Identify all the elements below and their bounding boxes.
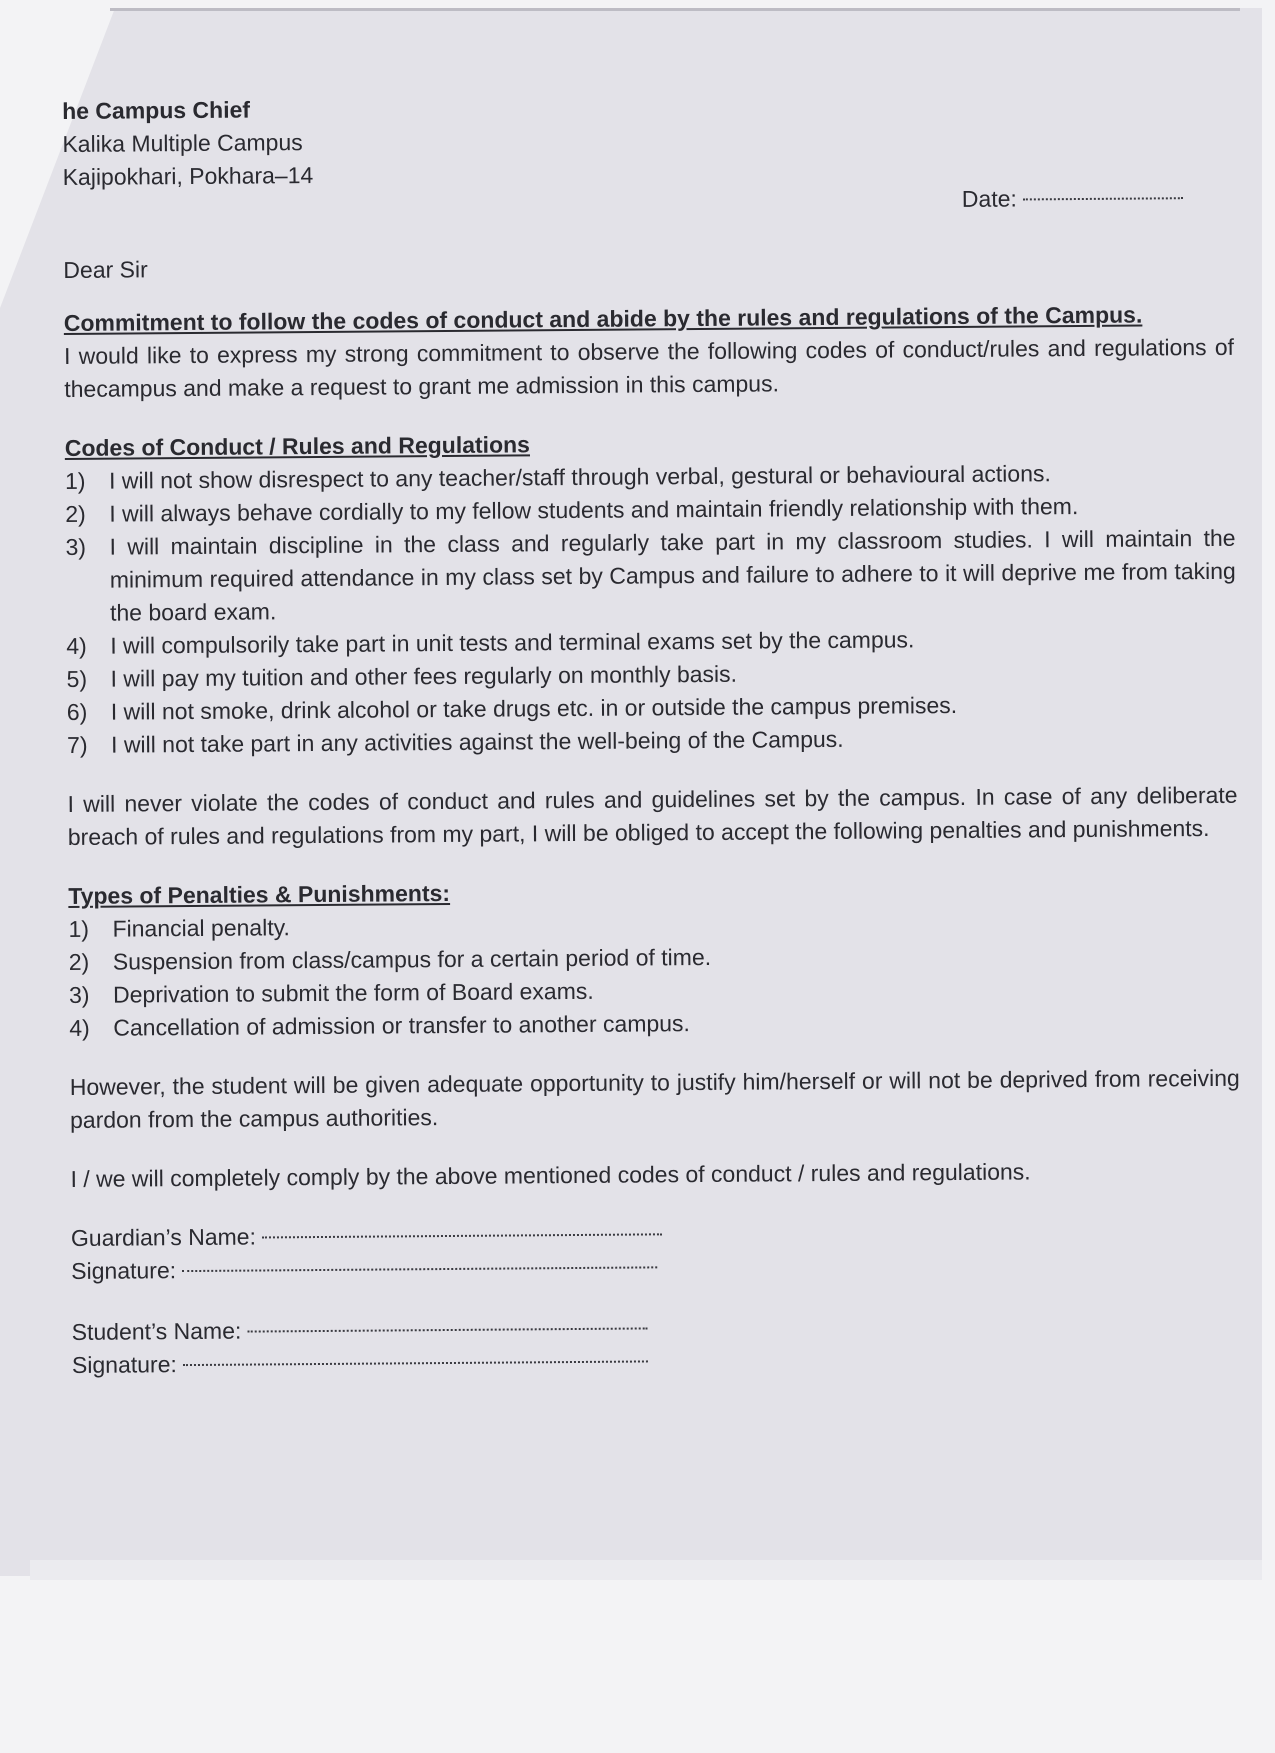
subject-heading: Commitment to follow the codes of conduct and abide by the rules and regulations of the Campus. (63, 301, 1143, 336)
date-field (962, 181, 1183, 216)
codes-section (65, 423, 1238, 762)
intro-paragraph: I would like to express my strong commitment to observe the following codes of conduct/rules and regulations of thecampus and make a request to grant me admission in this campus. (63, 333, 1235, 402)
codes-list (65, 456, 1237, 762)
page-top-edge (110, 8, 1240, 11)
student-name-label: Student’s Name: (71, 1317, 242, 1345)
violation-paragraph: I will never violate the codes of conduct and rules and guidelines set by the campus. In case of any deliberate breach of rules and regulations from my part, I will be obliged to accept the following penalties and punishments. (67, 781, 1238, 850)
penalties-list (68, 904, 1239, 1045)
guardian-signature-label: Signature: (71, 1257, 177, 1284)
recipient-address: Kajipokhari, Pokhara–14 (62, 162, 314, 190)
list-item: 6) I will not smoke, drink alcohol or take drugs etc. in or outside the campus premises. (66, 691, 958, 725)
list-item: 7) I will not take part in any activities against the well-being of the Campus. (67, 725, 844, 758)
codes-heading: Codes of Conduct / Rules and Regulations (64, 431, 531, 461)
student-signature-block (72, 1307, 1242, 1382)
student-signature-label: Signature: (71, 1351, 177, 1378)
guardian-signature-blank (182, 1266, 657, 1272)
penalties-section (68, 871, 1239, 1045)
list-item: 1) I will not show disrespect to any teacher/staff through verbal, gestural or behavioural actions. (64, 460, 1051, 494)
list-item: 5) I will pay my tuition and other fees regularly on monthly basis. (66, 660, 738, 692)
guardian-name-blank (262, 1233, 662, 1238)
guardian-signature-block (71, 1213, 1241, 1288)
list-item: 4) Cancellation of admission or transfer to another campus. (69, 1010, 690, 1041)
list-item: 2) I will always behave cordially to my fellow students and maintain friendly relationship with them. (65, 493, 1079, 527)
recipient-org: Kalika Multiple Campus (62, 129, 303, 157)
list-item: 3) I will maintain discipline in the class and regularly take part in my classroom studies. I will maintain the minimum required attendance in my class set by Campus and failure to adhere to it will deprive me from taking the board exam. (65, 524, 1236, 626)
list-item: 4) I will compulsorily take part in unit tests and terminal exams set by the campus. (66, 626, 915, 659)
letter-body (62, 86, 1242, 1382)
list-item: 1) Financial penalty. (68, 914, 290, 942)
penalties-heading: Types of Penalties & Punishments: (68, 879, 451, 909)
recipient-block (62, 86, 1233, 194)
paper-lower-edge (30, 1560, 1262, 1580)
recipient-title: he Campus Chief (62, 96, 251, 124)
date-blank (1023, 197, 1183, 200)
date-label: Date: (961, 185, 1017, 212)
pardon-paragraph: However, the student will be given adequate opportunity to justify him/herself or will not be deprived from receiving pardon from the campus authorities. (69, 1064, 1240, 1133)
guardian-name-label: Guardian’s Name: (70, 1223, 257, 1251)
comply-paragraph: I / we will completely comply by the above mentioned codes of conduct / rules and regulations. (70, 1158, 1031, 1192)
list-item: 3) Deprivation to submit the form of Board exams. (68, 977, 594, 1008)
student-signature-blank (183, 1360, 648, 1366)
greeting: Dear Sir (63, 256, 148, 283)
student-name-blank (247, 1327, 647, 1332)
list-item: 2) Suspension from class/campus for a certain period of time. (68, 943, 712, 975)
